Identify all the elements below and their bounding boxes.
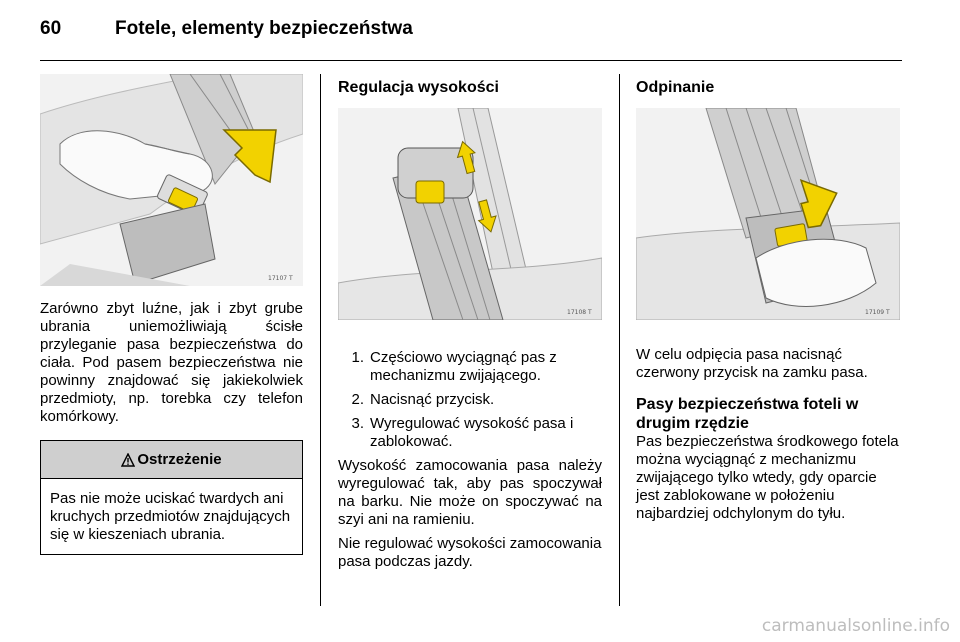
- column-divider-1: [320, 74, 321, 606]
- steps-list: [338, 349, 602, 451]
- column-right: [636, 74, 900, 523]
- list-item: 1. Częściowo wyciągnąć pas z mechanizmu zwijającego.: [351, 349, 557, 384]
- warning-text: Pas nie może uciskać twardych ani kruchych przedmiotów znajdujących się w kieszeniach ubrania.: [50, 490, 291, 543]
- warning-title: Ostrzeżenie: [137, 451, 222, 468]
- page-number: 60: [40, 18, 62, 39]
- unbuckle-paragraph: W celu odpięcia pasa nacisnąć czerwony przycisk na zamku pasa.: [636, 346, 868, 381]
- warning-triangle-icon: [121, 453, 135, 467]
- belt-buckle-illustration: [40, 74, 303, 286]
- list-item: 2. Nacisnąć przycisk.: [351, 391, 495, 408]
- header-rule: [40, 60, 902, 61]
- no-adjust-driving-paragraph: Nie regulować wysokości zamocowania pasa podczas jazdy.: [338, 535, 602, 570]
- watermark: carmanualsonline.info: [761, 616, 950, 636]
- warning-header: [41, 441, 302, 479]
- column-left: [40, 74, 303, 555]
- column-divider-2: [619, 74, 620, 606]
- figure-code: 17109 T: [865, 309, 890, 316]
- figure-code: 17107 T: [268, 275, 293, 282]
- unbuckling-heading: Odpinanie: [636, 79, 715, 96]
- page-header: [40, 18, 413, 48]
- height-adjust-heading: Regulacja wysokości: [338, 79, 499, 96]
- figure-code: 17108 T: [567, 309, 592, 316]
- column-middle: [338, 74, 602, 571]
- page-title: Fotele, elementy bezpieczeństwa: [115, 18, 413, 39]
- rear-belts-heading: Pasy bezpieczeństwa foteli w drugim rzędzie: [636, 396, 859, 432]
- unbuckling-illustration: [636, 108, 900, 320]
- clothing-paragraph: Zarówno zbyt luźne, jak i zbyt grube ubrania uniemożliwiają ścisłe przyleganie pasa bezpieczeństwa do ciała. Pod pasem bezpieczeństwa nie powinny znajdować się jakiekolwiek przedmioty, np. torebka czy telefon komórkowy.: [40, 300, 303, 425]
- list-item: 3. Wyregulować wysokość pasa i zablokować.: [351, 415, 574, 450]
- adjust-paragraph: Wysokość zamocowania pasa należy wyregulować tak, aby pas spoczywał na barku. Nie może on spoczywać na szyi ani na ramieniu.: [338, 457, 602, 528]
- warning-box: [40, 440, 303, 555]
- rear-belts-paragraph: Pas bezpieczeństwa środkowego fotela można wyciągnąć z mechanizmu zwijającego tylko wtedy, gdy oparcie jest zablokowane w położeniu najbardziej odchylonym do tyłu.: [636, 433, 899, 522]
- height-adjuster-illustration: [338, 108, 602, 320]
